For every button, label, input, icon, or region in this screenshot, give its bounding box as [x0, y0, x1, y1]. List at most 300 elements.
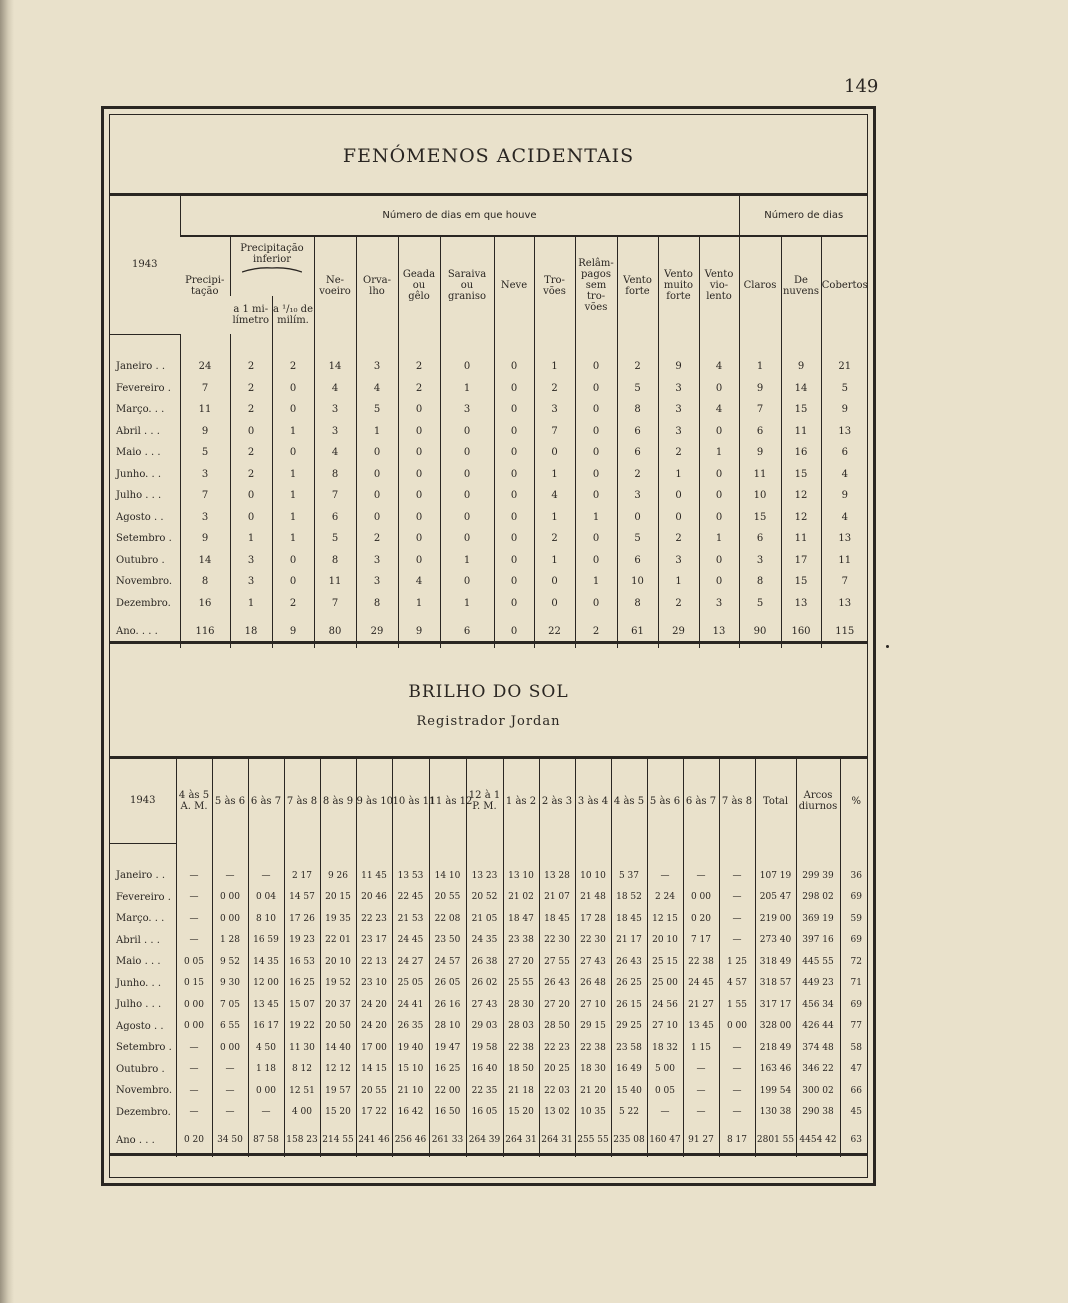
table-cell: 2 — [534, 378, 575, 400]
table-cell: 19 47 — [429, 1037, 466, 1059]
table-cell: 21 02 — [503, 887, 539, 909]
table-cell: 1 — [230, 593, 272, 615]
table-cell: — — [719, 1080, 755, 1102]
table-cell: 18 32 — [647, 1037, 683, 1059]
table-cell: 15 10 — [392, 1059, 429, 1081]
table-cell: 0 — [575, 528, 617, 550]
table-cell: 0 — [575, 593, 617, 615]
table-cell: 3 — [356, 571, 398, 593]
table-cell: 10 — [617, 571, 658, 593]
table-cell: 21 27 — [683, 994, 719, 1016]
table-cell: 22 35 — [466, 1080, 503, 1102]
month-label: Janeiro . . — [116, 361, 166, 373]
table-cell: 449 23 — [796, 973, 840, 995]
table-cell: 26 25 — [611, 973, 647, 995]
total-cell: 61 — [617, 614, 658, 648]
table-cell: 4 — [821, 507, 868, 529]
table-cell: — — [176, 1037, 212, 1059]
month-label: Fevereiro . — [116, 382, 171, 394]
table-cell: 318 49 — [755, 951, 796, 973]
table-cell: — — [176, 930, 212, 952]
table-cell: 19 23 — [284, 930, 320, 952]
table-cell: 0 — [494, 528, 534, 550]
table-cell: 5 — [739, 593, 781, 615]
table-cell: 0 — [356, 507, 398, 529]
table-cell: — — [719, 1059, 755, 1081]
table-cell: 27 10 — [647, 1016, 683, 1038]
table-row — [110, 421, 868, 443]
hdr-saraiva: Saraiva ou graniso — [440, 236, 494, 334]
brilho-col-header: 5 às 6 — [647, 759, 683, 843]
hdr-nevoeiro: Ne- voeiro — [314, 236, 356, 334]
table-cell: 1 — [739, 356, 781, 378]
table-cell: 1 25 — [719, 951, 755, 973]
table-cell: 0 00 — [212, 887, 248, 909]
brilho-col-header: 2 às 3 — [539, 759, 575, 843]
table-cell: 14 15 — [356, 1059, 392, 1081]
table-cell: — — [683, 1080, 719, 1102]
table-cell: 6 55 — [212, 1016, 248, 1038]
table-cell: 1 — [230, 528, 272, 550]
table-cell: 4 — [534, 485, 575, 507]
table-cell: 11 — [180, 399, 230, 421]
table-cell: 5 — [821, 378, 868, 400]
brilho-col-header: 11 às 12 — [429, 759, 466, 843]
total-cell: 264 31 — [503, 1123, 539, 1157]
table-cell: 21 18 — [503, 1080, 539, 1102]
table-cell: 0 — [575, 485, 617, 507]
hdr-precip-inf-label: Precipitação inferior — [240, 243, 304, 265]
total-cell: 63 — [840, 1123, 872, 1157]
table-cell: 6 — [739, 528, 781, 550]
hdr-sub-a: a 1 mi- límetro — [232, 304, 270, 326]
brilho-col-header: % — [840, 759, 872, 843]
table-cell: 10 35 — [575, 1102, 611, 1124]
table-cell: 13 23 — [466, 865, 503, 887]
table-cell: 3 — [658, 550, 699, 572]
table-cell: 13 53 — [392, 865, 429, 887]
table-row — [110, 908, 872, 930]
table-cell: 1 — [534, 464, 575, 486]
fen-year-header: 1943 — [132, 259, 158, 271]
table-cell: 1 — [534, 507, 575, 529]
table-cell: 23 58 — [611, 1037, 647, 1059]
table-cell: 3 — [230, 571, 272, 593]
total-cell: 8 17 — [719, 1123, 755, 1157]
total-label: Ano. . . . — [116, 625, 158, 637]
table-cell: 21 07 — [539, 887, 575, 909]
total-row — [110, 1123, 872, 1157]
table-cell: 24 — [180, 356, 230, 378]
table-cell: 7 — [314, 485, 356, 507]
table-cell: 0 — [440, 356, 494, 378]
table-cell: 18 50 — [503, 1059, 539, 1081]
table-cell: 14 35 — [248, 951, 284, 973]
table-cell: 2 — [230, 464, 272, 486]
table-cell: — — [647, 865, 683, 887]
table-cell: 9 26 — [320, 865, 356, 887]
hdr-cobertos: Cobertos — [821, 236, 868, 334]
table-cell: 1 — [534, 550, 575, 572]
table-cell: 9 — [739, 442, 781, 464]
table-cell: 26 05 — [429, 973, 466, 995]
table-cell: 8 — [739, 571, 781, 593]
table-cell: 0 — [575, 464, 617, 486]
table-cell: 0 — [398, 485, 440, 507]
table-cell: 69 — [840, 930, 872, 952]
table-cell: — — [248, 865, 284, 887]
table-cell: 2 — [658, 528, 699, 550]
brilho-subtitle: Registrador Jordan — [416, 714, 561, 729]
brilho-col-header: Arcos diurnos — [796, 759, 840, 843]
table-cell: 6 — [617, 550, 658, 572]
fen-group-count: Número de dias — [739, 196, 868, 236]
table-cell: 0 — [494, 464, 534, 486]
table-cell: 205 47 — [755, 887, 796, 909]
page-number: 149 — [844, 76, 879, 97]
total-cell: 6 — [440, 614, 494, 648]
table-cell: 0 — [440, 485, 494, 507]
table-cell: 18 45 — [539, 908, 575, 930]
table-cell: 27 20 — [539, 994, 575, 1016]
total-cell: 91 27 — [683, 1123, 719, 1157]
table-cell: 22 45 — [392, 887, 429, 909]
month-label: Junho. . . — [116, 468, 162, 480]
table-cell: 21 20 — [575, 1080, 611, 1102]
month-label: Maio . . . — [116, 956, 161, 968]
table-cell: 5 37 — [611, 865, 647, 887]
table-cell: 346 22 — [796, 1059, 840, 1081]
table-cell: — — [719, 1102, 755, 1124]
table-cell: 13 02 — [539, 1102, 575, 1124]
table-cell: 0 — [494, 507, 534, 529]
table-cell: 23 50 — [429, 930, 466, 952]
table-cell: 0 — [398, 507, 440, 529]
table-cell: 25 15 — [647, 951, 683, 973]
table-cell: 0 05 — [176, 951, 212, 973]
table-cell: 12 51 — [284, 1080, 320, 1102]
total-cell: 158 23 — [284, 1123, 320, 1157]
table-cell: 2 — [658, 442, 699, 464]
table-cell: 298 02 — [796, 887, 840, 909]
table-cell: 0 — [440, 528, 494, 550]
brilho-section — [110, 759, 867, 1157]
hdr-neve: Neve — [494, 236, 534, 334]
table-cell: 21 05 — [466, 908, 503, 930]
table-cell: 0 — [658, 507, 699, 529]
table-cell: 0 — [356, 464, 398, 486]
brilho-col-header: 1 às 2 — [503, 759, 539, 843]
table-cell: — — [212, 865, 248, 887]
table-cell: 0 — [398, 421, 440, 443]
table-cell: 66 — [840, 1080, 872, 1102]
total-cell: 2801 55 — [755, 1123, 796, 1157]
fen-group-days: Número de dias em que houve — [180, 196, 739, 236]
table-row — [110, 973, 872, 995]
table-cell: 11 45 — [356, 865, 392, 887]
table-cell: 16 — [781, 442, 821, 464]
table-cell: 22 08 — [429, 908, 466, 930]
brilho-col-header: 8 às 9 — [320, 759, 356, 843]
total-cell: 255 55 — [575, 1123, 611, 1157]
table-cell: 4 — [398, 571, 440, 593]
table-cell: 16 53 — [284, 951, 320, 973]
brilho-header-row — [110, 759, 872, 843]
table-cell: 3 — [658, 421, 699, 443]
table-cell: 15 — [781, 464, 821, 486]
table-row — [110, 1059, 872, 1081]
page-frame-inner — [109, 114, 868, 1178]
table-cell: 20 10 — [647, 930, 683, 952]
table-cell: 28 50 — [539, 1016, 575, 1038]
table-cell: 2 — [617, 464, 658, 486]
table-cell: 19 58 — [466, 1037, 503, 1059]
table-cell: — — [683, 1102, 719, 1124]
table-cell: 0 — [398, 528, 440, 550]
table-row — [110, 442, 868, 464]
total-cell: 90 — [739, 614, 781, 648]
table-row — [110, 485, 868, 507]
table-row — [110, 593, 868, 615]
table-cell: 3 — [658, 378, 699, 400]
brilho-col-header: 9 às 10 — [356, 759, 392, 843]
table-cell: — — [176, 1059, 212, 1081]
table-cell: — — [719, 908, 755, 930]
table-row — [110, 930, 872, 952]
table-cell: 219 00 — [755, 908, 796, 930]
table-cell: 24 27 — [392, 951, 429, 973]
month-label: Março. . . — [116, 913, 165, 925]
table-cell: 0 — [575, 421, 617, 443]
table-cell: 26 48 — [575, 973, 611, 995]
table-cell: 17 22 — [356, 1102, 392, 1124]
table-cell: 1 — [440, 593, 494, 615]
table-cell: 11 — [314, 571, 356, 593]
table-cell: 20 50 — [320, 1016, 356, 1038]
table-cell: 0 — [398, 442, 440, 464]
table-cell: 16 40 — [466, 1059, 503, 1081]
table-cell: 0 — [230, 485, 272, 507]
table-cell: 11 30 — [284, 1037, 320, 1059]
table-row — [110, 528, 868, 550]
table-cell: 300 02 — [796, 1080, 840, 1102]
table-cell: 72 — [840, 951, 872, 973]
hdr-precip-inf — [230, 236, 314, 296]
table-cell: 8 12 — [284, 1059, 320, 1081]
table-cell: 20 10 — [320, 951, 356, 973]
table-cell: 1 — [440, 550, 494, 572]
table-cell: 28 30 — [503, 994, 539, 1016]
total-cell: 80 — [314, 614, 356, 648]
table-cell: 2 — [230, 442, 272, 464]
table-cell: 16 42 — [392, 1102, 429, 1124]
month-label: Novembro. — [116, 1085, 173, 1097]
table-cell: 13 45 — [683, 1016, 719, 1038]
table-cell: 2 — [398, 378, 440, 400]
table-cell: 11 — [781, 528, 821, 550]
rule — [110, 1153, 867, 1156]
table-cell: 0 — [272, 442, 314, 464]
total-cell: 22 — [534, 614, 575, 648]
table-cell: 9 — [739, 378, 781, 400]
table-cell: 26 15 — [611, 994, 647, 1016]
table-cell: 23 10 — [356, 973, 392, 995]
table-cell: 3 — [180, 507, 230, 529]
table-cell: 0 00 — [212, 1037, 248, 1059]
table-cell: 26 02 — [466, 973, 503, 995]
table-cell: 456 34 — [796, 994, 840, 1016]
table-cell: 6 — [617, 442, 658, 464]
table-cell: 22 38 — [683, 951, 719, 973]
table-cell: 0 — [440, 442, 494, 464]
table-cell: 28 03 — [503, 1016, 539, 1038]
total-cell: 264 31 — [539, 1123, 575, 1157]
table-cell: 0 — [534, 593, 575, 615]
table-cell: 4 — [356, 378, 398, 400]
table-cell: 5 — [356, 399, 398, 421]
table-cell: 17 00 — [356, 1037, 392, 1059]
brilho-col-header: 5 às 6 — [212, 759, 248, 843]
table-cell: 0 05 — [647, 1080, 683, 1102]
table-cell: 218 49 — [755, 1037, 796, 1059]
table-cell: 6 — [617, 421, 658, 443]
table-cell: 22 03 — [539, 1080, 575, 1102]
table-cell: 27 20 — [503, 951, 539, 973]
table-cell: 2 — [230, 356, 272, 378]
table-cell: 0 — [494, 356, 534, 378]
table-cell: 16 59 — [248, 930, 284, 952]
table-cell: 29 03 — [466, 1016, 503, 1038]
table-cell: 1 — [398, 593, 440, 615]
brilho-col-header: 7 às 8 — [719, 759, 755, 843]
total-cell: 9 — [272, 614, 314, 648]
table-cell: 2 — [534, 528, 575, 550]
table-cell: 29 15 — [575, 1016, 611, 1038]
table-cell: 11 — [781, 421, 821, 443]
table-cell: 1 — [699, 442, 739, 464]
table-cell: 24 41 — [392, 994, 429, 1016]
table-cell: 2 — [356, 528, 398, 550]
ink-dot — [886, 645, 889, 648]
month-label: Junho. . . — [116, 977, 162, 989]
table-cell: 13 28 — [539, 865, 575, 887]
table-cell: 0 — [494, 378, 534, 400]
table-cell: 0 — [440, 421, 494, 443]
total-cell: 241 46 — [356, 1123, 392, 1157]
table-cell: 22 38 — [575, 1037, 611, 1059]
table-cell: 0 — [440, 464, 494, 486]
table-cell: 5 — [617, 528, 658, 550]
total-cell: 116 — [180, 614, 230, 648]
table-cell: 2 — [230, 399, 272, 421]
month-label: Dezembro. — [116, 1106, 171, 1118]
table-cell: 1 18 — [248, 1059, 284, 1081]
table-cell: 3 — [534, 399, 575, 421]
table-cell: 1 — [272, 528, 314, 550]
brilho-body — [110, 865, 872, 1157]
table-cell: 0 — [534, 442, 575, 464]
table-cell: 24 35 — [466, 930, 503, 952]
table-row — [110, 1080, 872, 1102]
hdr-sub-b: a ¹/₁₀ de milím. — [272, 296, 314, 334]
table-cell: 1 — [534, 356, 575, 378]
table-cell: 1 — [272, 485, 314, 507]
table-cell: 273 40 — [755, 930, 796, 952]
table-cell: 16 50 — [429, 1102, 466, 1124]
table-cell: 317 17 — [755, 994, 796, 1016]
table-cell: 47 — [840, 1059, 872, 1081]
table-cell: 0 — [272, 378, 314, 400]
table-cell: 3 — [356, 356, 398, 378]
table-cell: 19 57 — [320, 1080, 356, 1102]
table-cell: 13 — [781, 593, 821, 615]
table-cell: 2 24 — [647, 887, 683, 909]
table-cell: 2 — [617, 356, 658, 378]
table-cell: 19 52 — [320, 973, 356, 995]
table-cell: 5 — [617, 378, 658, 400]
brilho-col-header: 4 às 5 A. M. — [176, 759, 212, 843]
total-cell: 160 — [781, 614, 821, 648]
hdr-relampagos: Relâm- pagos sem tro- vões — [575, 236, 617, 334]
brilho-col-header: 10 às 11 — [392, 759, 429, 843]
table-cell: 18 30 — [575, 1059, 611, 1081]
total-cell: 261 33 — [429, 1123, 466, 1157]
table-cell: 7 17 — [683, 930, 719, 952]
table-cell: 0 — [230, 507, 272, 529]
table-cell: — — [176, 1080, 212, 1102]
fenomenos-body — [110, 356, 868, 648]
table-cell: 8 — [180, 571, 230, 593]
table-cell: 21 48 — [575, 887, 611, 909]
table-cell: 6 — [821, 442, 868, 464]
table-cell: 27 10 — [575, 994, 611, 1016]
table-cell: 0 — [398, 464, 440, 486]
table-cell: 26 35 — [392, 1016, 429, 1038]
table-cell: 1 — [272, 464, 314, 486]
table-cell: 107 19 — [755, 865, 796, 887]
table-cell: 0 — [494, 485, 534, 507]
brilho-col-header: Total — [755, 759, 796, 843]
total-cell: 115 — [821, 614, 868, 648]
table-cell: 426 44 — [796, 1016, 840, 1038]
table-cell: 59 — [840, 908, 872, 930]
fen-spacer-row — [110, 334, 868, 356]
table-cell: 13 — [821, 528, 868, 550]
month-label: Abril . . . — [116, 425, 160, 437]
table-cell: 24 45 — [683, 973, 719, 995]
table-cell: 14 — [781, 378, 821, 400]
table-cell: 9 — [821, 399, 868, 421]
table-cell: 3 — [440, 399, 494, 421]
table-cell: 18 52 — [611, 887, 647, 909]
table-cell: 9 30 — [212, 973, 248, 995]
table-cell: 318 57 — [755, 973, 796, 995]
total-cell: 0 — [494, 614, 534, 648]
table-cell: 0 — [272, 571, 314, 593]
table-cell: — — [176, 908, 212, 930]
month-label: Julho . . . — [116, 999, 162, 1011]
table-cell: — — [719, 1037, 755, 1059]
brilho-col-header: 1943 — [130, 795, 156, 807]
table-cell: — — [719, 887, 755, 909]
hdr-vento-muito: Vento muito forte — [658, 236, 699, 334]
table-cell: 22 30 — [539, 930, 575, 952]
table-cell: 0 — [494, 399, 534, 421]
table-cell: 0 — [534, 571, 575, 593]
page-frame — [101, 106, 876, 1186]
month-label: Dezembro. — [116, 597, 171, 609]
table-cell: 22 23 — [539, 1037, 575, 1059]
